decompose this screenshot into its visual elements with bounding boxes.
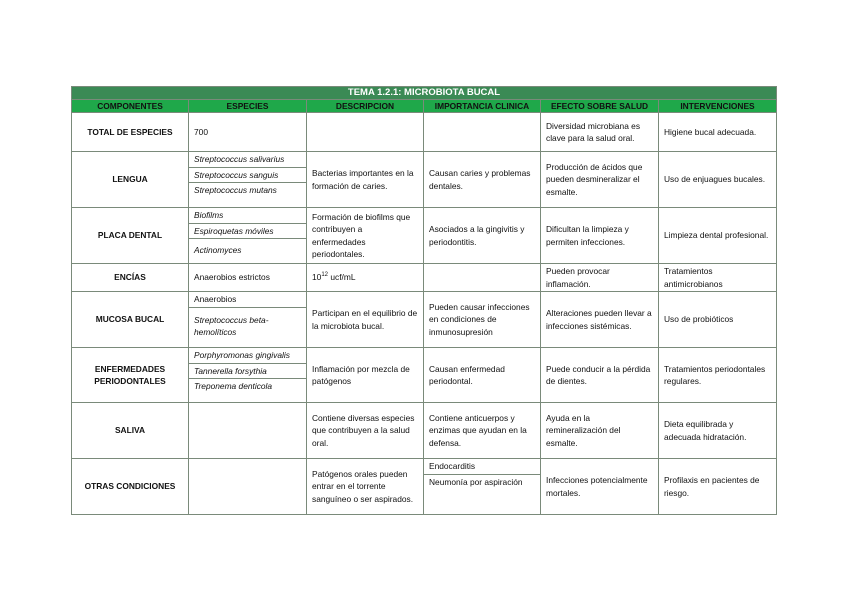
descripcion-cell: Patógenos orales pueden entrar en el torrente sanguíneo o ser aspirados. [307, 459, 424, 515]
table-row [72, 292, 777, 348]
count-base: 10 [312, 272, 322, 283]
componente-cell: PLACA DENTAL [72, 208, 189, 264]
componente-line: PERIODONTALES [94, 376, 166, 386]
species-item: Treponema denticola [194, 381, 273, 391]
table-row [72, 264, 777, 292]
intervenciones-cell: Higiene bucal adecuada. [659, 113, 777, 152]
table-row [72, 348, 777, 403]
intervenciones-cell: Uso de probióticos [659, 292, 777, 348]
efecto-cell: Infecciones potencialmente mortales. [541, 459, 659, 515]
intervenciones-cell: Tratamientos periodontales regulares. [659, 348, 777, 403]
intervenciones-cell: Uso de enjuagues bucales. [659, 152, 777, 208]
importancia-cell [424, 113, 541, 152]
componente-cell: OTRAS CONDICIONES [72, 459, 189, 515]
especies-cell: Anaerobios estrictos [189, 264, 307, 292]
intervenciones-cell: Limpieza dental profesional. [659, 208, 777, 264]
importancia-cell: Contiene anticuerpos y enzimas que ayudan en la defensa. [424, 403, 541, 459]
especies-cell [189, 403, 307, 459]
especies-cell: 700 [189, 113, 307, 152]
table-row [72, 403, 777, 459]
componente-cell: LENGUA [72, 152, 189, 208]
header-importancia: IMPORTANCIA CLINICA [424, 100, 541, 113]
componente-cell: TOTAL DE ESPECIES [72, 113, 189, 152]
table-row [72, 459, 777, 515]
importancia-cell: Pueden causar infecciones en condiciones de inmunosupresión [424, 292, 541, 348]
header-intervenciones: INTERVENCIONES [659, 100, 777, 113]
species-item: Streptococcus mutans [194, 185, 277, 195]
count-exponent: 12 [321, 272, 329, 279]
importancia-cell: Causan enfermedad periodontal. [424, 348, 541, 403]
descripcion-cell: Inflamación por mezcla de patógenos [307, 348, 424, 403]
species-item: Actinomyces [194, 245, 242, 255]
descripcion-cell: Contiene diversas especies que contribuyen a la salud oral. [307, 403, 424, 459]
species-item: Tannerella forsythia [189, 364, 306, 380]
efecto-cell: Puede conducir a la pérdida de dientes. [541, 348, 659, 403]
descripcion-cell: Formación de biofilms que contribuyen a enfermedades periodontales. [307, 208, 424, 264]
intervenciones-cell: Tratamientos antimicrobianos [659, 264, 777, 292]
species-item: Streptococcus salivarius [189, 152, 306, 168]
componente-cell: SALIVA [72, 403, 189, 459]
especies-cell [189, 208, 307, 264]
header-especies: ESPECIES [189, 100, 307, 113]
importancia-cell [424, 264, 541, 292]
table-row [72, 152, 777, 208]
efecto-cell: Alteraciones pueden llevar a infecciones sistémicas. [541, 292, 659, 348]
header-componentes: COMPONENTES [72, 100, 189, 113]
table-row [72, 208, 777, 264]
componente-cell: MUCOSA BUCAL [72, 292, 189, 348]
count-unit: ucf/mL [328, 272, 356, 283]
componente-line: ENFERMEDADES [94, 363, 166, 374]
especies-cell [189, 459, 307, 515]
header-row [72, 100, 777, 113]
efecto-cell: Pueden provocar inflamación. [541, 264, 659, 292]
species-item: Streptococcus beta-hemolíticos [194, 314, 269, 337]
especies-cell [189, 152, 307, 208]
especies-cell [189, 348, 307, 403]
efecto-cell: Dificultan la limpieza y permiten infecciones. [541, 208, 659, 264]
microbiota-table [71, 86, 777, 515]
importancia-cell [424, 459, 541, 515]
table-title: TEMA 1.2.1: MICROBIOTA BUCAL [72, 87, 777, 100]
importancia-cell: Asociados a la gingivitis y periodontitis. [424, 208, 541, 264]
condition-item: Endocarditis [424, 459, 540, 475]
descripcion-cell [307, 113, 424, 152]
descripcion-cell [307, 264, 424, 292]
componente-cell: ENCÍAS [72, 264, 189, 292]
header-efecto: EFECTO SOBRE SALUD [541, 100, 659, 113]
componente-cell [72, 348, 189, 403]
descripcion-cell: Bacterias importantes en la formación de caries. [307, 152, 424, 208]
efecto-cell: Diversidad microbiana es clave para la salud oral. [541, 113, 659, 152]
species-item: Porphyromonas gingivalis [189, 348, 306, 364]
condition-item: Neumonía por aspiración [429, 476, 523, 487]
header-descripcion: DESCRIPCION [307, 100, 424, 113]
intervenciones-cell: Dieta equilibrada y adecuada hidratación. [659, 403, 777, 459]
species-item: Espiroquetas móviles [189, 224, 306, 240]
title-row [72, 87, 777, 100]
efecto-cell: Producción de ácidos que pueden desmineralizar el esmalte. [541, 152, 659, 208]
descripcion-cell: Participan en el equilibrio de la microbiota bucal. [307, 292, 424, 348]
table-row [72, 113, 777, 152]
species-item: Biofilms [189, 208, 306, 224]
especies-cell [189, 292, 307, 348]
species-item: Anaerobios [189, 292, 306, 308]
importancia-cell: Causan caries y problemas dentales. [424, 152, 541, 208]
intervenciones-cell: Profilaxis en pacientes de riesgo. [659, 459, 777, 515]
efecto-cell: Ayuda en la remineralización del esmalte. [541, 403, 659, 459]
species-item: Streptococcus sanguis [189, 168, 306, 184]
